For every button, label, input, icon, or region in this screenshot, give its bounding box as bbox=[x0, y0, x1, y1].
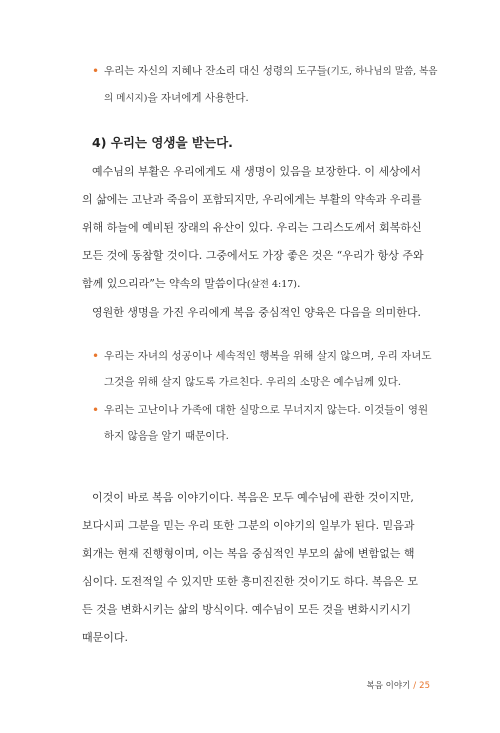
para1-last-main: 함께 있으리라”는 약속의 말씀이다 bbox=[82, 277, 247, 290]
bullet-line1-main: 우리는 자신의 지혜나 잔소리 대신 성령의 도구들 bbox=[104, 65, 327, 77]
bullet-dot-icon: • bbox=[92, 64, 100, 78]
book-title: 복음 이야기 bbox=[366, 681, 411, 691]
section-heading: 4) 우리는 영생을 받는다. bbox=[92, 135, 233, 150]
page-number: 25 bbox=[419, 681, 430, 691]
para1-line: 모든 것에 동참할 것이다. 그중에서도 가장 좋은 것은 “우리가 항상 주와 bbox=[82, 249, 424, 262]
bullet-tools-of-spirit bbox=[92, 58, 438, 112]
paragraph-gospel-story bbox=[82, 484, 432, 652]
para3-line: 이것이 바로 복음 이야기이다. 복음은 모두 예수님에 관한 것이지만, bbox=[92, 491, 414, 504]
bullet-line2: 그것을 위해 살지 않도록 가르친다. 우리의 소망은 예수님께 있다. bbox=[104, 376, 402, 388]
scripture-reference: (살전 4:17) bbox=[246, 279, 298, 290]
para3-line: 심이다. 도전적일 수 있지만 또한 흥미진진한 것이기도 하다. 복음은 모 bbox=[82, 575, 418, 588]
para3-line: 때문이다. bbox=[82, 631, 129, 644]
bullet-suffering bbox=[92, 397, 429, 449]
footer-separator: / bbox=[413, 681, 417, 691]
para3-line: 든 것을 변화시키는 삶의 방식이다. 예수님이 모든 것을 변화시키시기 bbox=[82, 603, 411, 616]
para1-line: 위해 하늘에 예비된 장래의 유산이 있다. 우리는 그리스도께서 회복하신 bbox=[82, 221, 422, 234]
bullet-line2-small: 의 메시지) bbox=[104, 93, 148, 104]
para1-last-line bbox=[82, 270, 432, 299]
para1-line: 의 삶에는 고난과 죽음이 포함되지만, 우리에게는 부활의 약속과 우리를 bbox=[82, 193, 422, 206]
bullet-success bbox=[92, 343, 432, 395]
bullet-line1: 우리는 고난이나 가족에 대한 실망으로 무너지지 않는다. 이것들이 영원 bbox=[104, 404, 429, 416]
bullet-line2: 하지 않음을 알기 때문이다. bbox=[104, 430, 229, 442]
para1-line: 예수님의 부활은 우리에게도 새 생명이 있음을 보장한다. 이 세상에서 bbox=[92, 165, 421, 178]
para3-line: 회개는 현재 진행형이며, 이는 복음 중심적인 부모의 삶에 변함없는 핵 bbox=[82, 547, 415, 560]
bullet-dot-icon: • bbox=[92, 349, 100, 363]
paragraph-eternal-life: 영원한 생명을 가진 우리에게 복음 중심적인 양육은 다음을 의미한다. bbox=[92, 306, 421, 319]
para1-last-end: . bbox=[297, 277, 301, 290]
bullet-line1: 우리는 자녀의 성공이나 세속적인 행복을 위해 살지 않으며, 우리 자녀도 bbox=[104, 350, 432, 362]
bullet-line2-main: 을 자녀에게 사용한다. bbox=[147, 92, 249, 104]
bullet-line1-small: (기도, 하나님의 말씀, 복음 bbox=[326, 66, 438, 77]
para3-line: 보다시피 그분을 믿는 우리 또한 그분의 이야기의 일부가 된다. 믿음과 bbox=[82, 519, 415, 532]
paragraph-resurrection bbox=[82, 158, 432, 327]
page-footer bbox=[367, 679, 430, 691]
bullet-dot-icon: • bbox=[92, 403, 100, 417]
